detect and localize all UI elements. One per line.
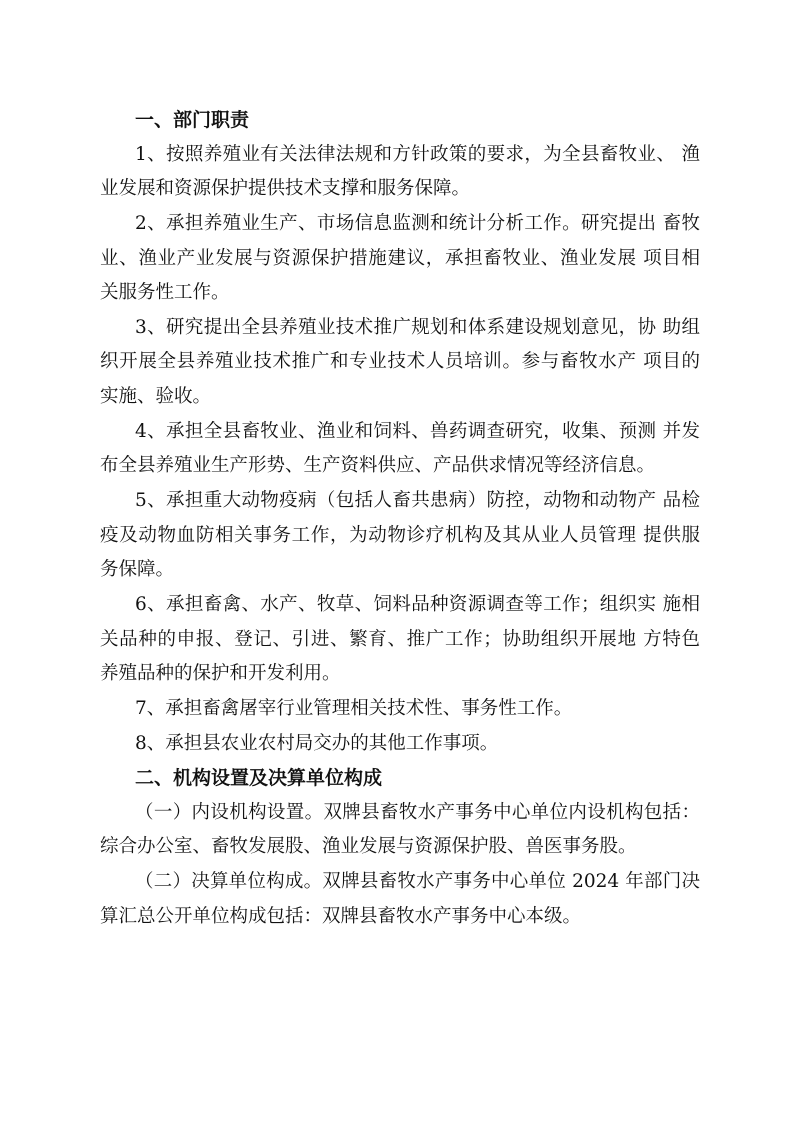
paragraph-line: 4、承担全县畜牧业、渔业和饲料、兽药调查研究，收集、预测 并发 xyxy=(135,420,700,442)
paragraph-line: 3、研究提出全县养殖业技术推广规划和体系建设规划意见，协 助组 xyxy=(135,316,700,338)
paragraph-line: 算汇总公开单位构成包括：双牌县畜牧水产事务中心本级。 xyxy=(100,905,582,927)
paragraph-line: 布全县养殖业生产形势、生产资料供应、产品供求情况等经济信息。 xyxy=(100,455,656,477)
paragraph-line: 实施、验收。 xyxy=(100,386,212,408)
paragraph-line: 1、按照养殖业有关法律法规和方针政策的要求，为全县畜牧业、 渔 xyxy=(135,143,700,165)
paragraph-line: 疫及动物血防相关事务工作，为动物诊疗机构及其从业人员管理 提供服 xyxy=(100,524,700,546)
paragraph-line: 业、渔业产业发展与资源保护措施建议，承担畜牧业、渔业发展 项目相 xyxy=(100,247,700,269)
section-heading: 二、机构设置及决算单位构成 xyxy=(135,767,383,790)
document-page xyxy=(100,103,700,934)
paragraph-line: （二）决算单位构成。双牌县畜牧水产事务中心单位 2024 年部门决 xyxy=(135,871,700,893)
paragraph-line: 6、承担畜禽、水产、牧草、饲料品种资源调查等工作；组织实 施相 xyxy=(135,593,700,615)
section-heading: 一、部门职责 xyxy=(135,109,250,131)
paragraph-line: 务保障。 xyxy=(100,559,175,581)
paragraph-line: 综合办公室、畜牧发展股、渔业发展与资源保护股、兽医事务股。 xyxy=(100,836,637,858)
paragraph-line: 业发展和资源保护提供技术支撑和服务保障。 xyxy=(100,178,471,200)
paragraph-line: （一）内设机构设置。双牌县畜牧水产事务中心单位内设机构包括： xyxy=(135,801,700,823)
paragraph-line: 关品种的申报、登记、引进、繁育、推广工作；协助组织开展地 方特色 xyxy=(100,628,700,650)
paragraph-line: 2、承担养殖业生产、市场信息监测和统计分析工作。研究提出 畜牧 xyxy=(135,212,700,234)
paragraph-line: 8、承担县农业农村局交办的其他工作事项。 xyxy=(135,732,499,754)
paragraph-line: 5、承担重大动物疫病（包括人畜共患病）防控，动物和动物产 品检 xyxy=(135,490,700,512)
paragraph-line: 养殖品种的保护和开发利用。 xyxy=(100,663,341,685)
paragraph-line: 7、承担畜禽屠宰行业管理相关技术性、事务性工作。 xyxy=(135,697,573,719)
paragraph-line: 织开展全县养殖业技术推广和专业技术人员培训。参与畜牧水产 项目的 xyxy=(100,351,700,373)
paragraph-line: 关服务性工作。 xyxy=(100,282,230,304)
